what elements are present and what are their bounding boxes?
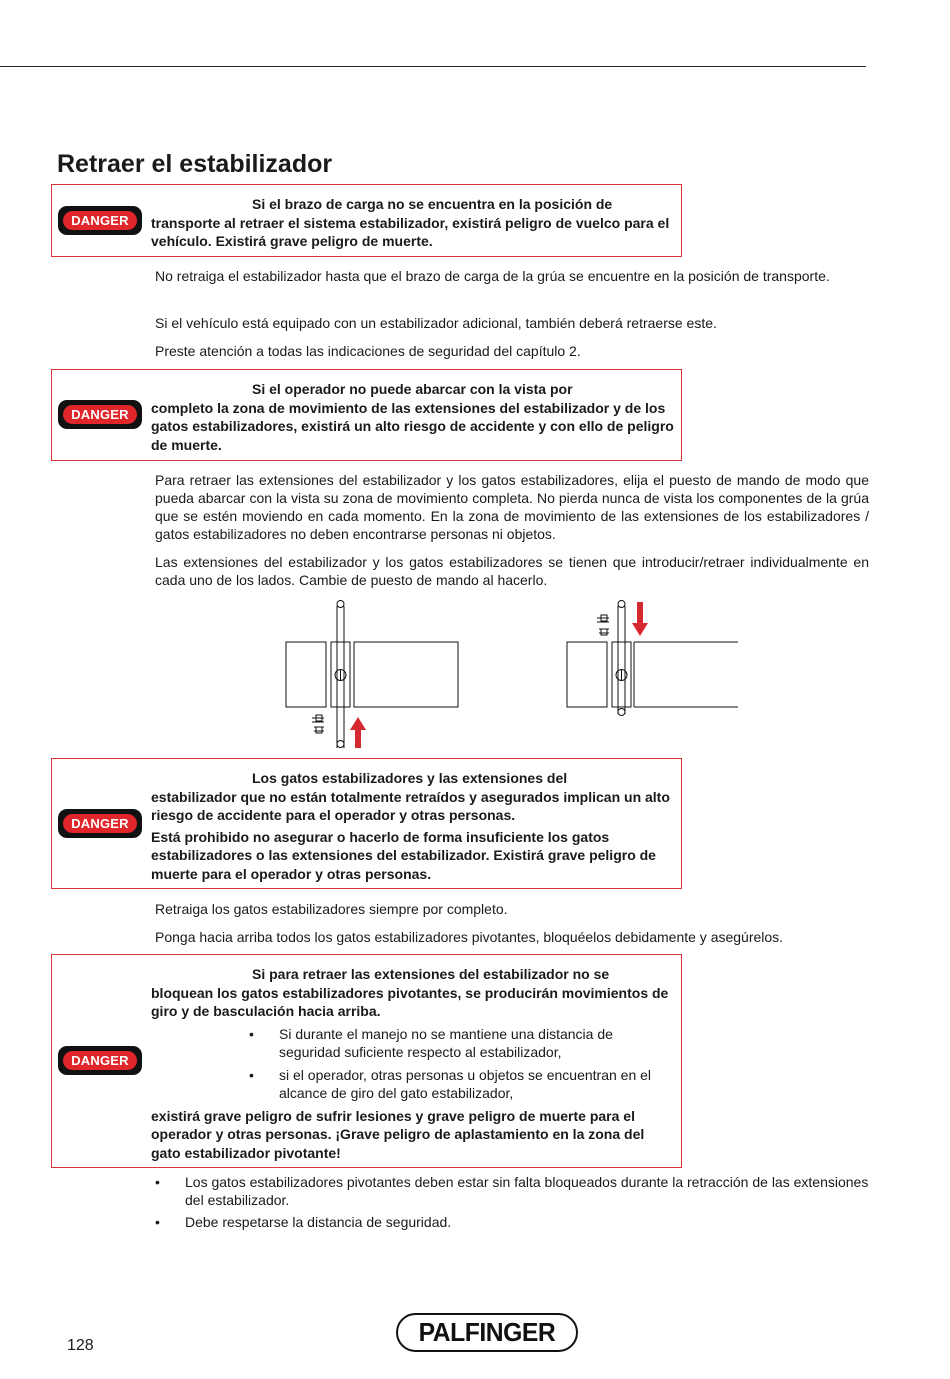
danger-box-2 xyxy=(51,369,682,461)
danger-badge xyxy=(58,206,142,235)
paragraph-control-station: Para retraer las extensiones del estabilizador y los gatos estabilizadores, elija el puesto de mando de modo que pueda abarcar con la vista su zona de movimiento completa. No pierda nunca de vista los componentes de la grúa que se estén moviendo en cada momento. En la zona de movimiento de las extensiones de los estabilizadores / gatos estabilizadores no deben encontrarse personas ni objetos. xyxy=(155,472,869,542)
danger-body-2: existirá grave peligro de sufrir lesiones y grave peligro de muerte para el operador y otras personas. ¡Grave peligro de aplastamiento en la zona del gato estabilizador pivotante! xyxy=(151,1107,645,1161)
final-bullet-list xyxy=(155,1173,869,1231)
danger-body: transporte al retraer el sistema estabilizador, existirá peligro de vuelco para el vehículo. Existirá grave peligro de muerte. xyxy=(151,214,670,249)
danger-body: completo la zona de movimiento de las extensiones del estabilizador y de los gatos estabilizadores, existirá un alto riesgo de accidente y con ello de peligro de muerte. xyxy=(151,399,674,453)
danger-body: bloquean los gatos estabilizadores pivotantes, se producirán movimientos de giro y de basculación hacia arriba. xyxy=(151,984,669,1019)
danger-body: estabilizador que no están totalmente retraídos y asegurados implican un alto riesgo de accidente para el operador y otras personas. xyxy=(151,788,670,823)
stabilizer-retract-figure xyxy=(280,596,750,754)
arrows xyxy=(350,602,648,748)
danger-badge xyxy=(58,1046,142,1075)
page-title: Retraer el estabilizador xyxy=(57,150,333,178)
danger-badge xyxy=(58,400,142,429)
up-arrow-icon xyxy=(350,717,366,748)
list-item: • Los gatos estabilizadores pivotantes deben estar sin falta bloqueados durante la retracción de las extensiones del estabilizador. xyxy=(155,1174,869,1208)
danger-label: DANGER xyxy=(63,211,137,230)
down-arrow-icon xyxy=(632,602,648,636)
palfinger-logo xyxy=(396,1313,578,1352)
danger-lead: Los gatos estabilizadores y las extensiones del xyxy=(252,770,568,786)
paragraph-additional-stabilizer: Si el vehículo está equipado con un estabilizador adicional, también deberá retraerse este. xyxy=(155,315,717,331)
danger-text-1 xyxy=(151,195,675,251)
danger-box-3 xyxy=(51,758,682,889)
danger-label: DANGER xyxy=(63,814,137,833)
danger-lead: Si el operador no puede abarcar con la vista por xyxy=(252,381,573,397)
paragraph-transport: No retraiga el estabilizador hasta que el brazo de carga de la grúa se encuentre en la posición de transporte. xyxy=(155,268,830,284)
right-stabilizer-diagram xyxy=(567,601,738,716)
danger-badge xyxy=(58,809,142,838)
left-stabilizer-diagram xyxy=(286,601,458,749)
danger-bullet-list xyxy=(151,1025,675,1103)
list-item: • Debe respetarse la distancia de seguridad. xyxy=(155,1214,452,1230)
paragraph-retract-fully: Retraiga los gatos estabilizadores siempre por completo. xyxy=(155,901,508,917)
danger-lead: Si para retraer las extensiones del estabilizador no se xyxy=(252,966,610,982)
danger-box-1 xyxy=(51,184,682,257)
danger-label: DANGER xyxy=(63,1051,137,1070)
list-item: • si el operador, otras personas u objetos se encuentran en el alcance de giro del gato estabilizador, xyxy=(249,1066,652,1101)
paragraph-individual-sides: Las extensiones del estabilizador y los gatos estabilizadores se tienen que introducir/retraer individualmente en cada uno de los lados. Cambie de puesto de mando al hacerlo. xyxy=(155,554,869,588)
danger-text-4 xyxy=(151,965,675,1162)
page-number: 128 xyxy=(67,1337,94,1354)
danger-lead: Si el brazo de carga no se encuentra en la posición de xyxy=(252,196,613,212)
paragraph-pivot-up: Ponga hacia arriba todos los gatos estabilizadores pivotantes, bloquéelos debidamente y asegúrelos. xyxy=(155,929,784,945)
danger-text-2 xyxy=(151,380,675,454)
danger-body-2: Está prohibido no asegurar o hacerlo de forma insuficiente los gatos estabilizadores o las extensiones del estabilizador. Existirá grave peligro de muerte para el operador y otras personas. xyxy=(151,828,656,882)
paragraph-safety-chapter: Preste atención a todas las indicaciones de seguridad del capítulo 2. xyxy=(155,343,581,359)
top-rule xyxy=(0,66,866,67)
danger-label: DANGER xyxy=(63,405,137,424)
danger-box-4 xyxy=(51,954,682,1168)
logo-text: PALFINGER xyxy=(418,1317,556,1347)
danger-text-3 xyxy=(151,769,675,883)
list-item: • Si durante el manejo no se mantiene una distancia de seguridad suficiente respecto al estabilizador, xyxy=(249,1025,613,1060)
